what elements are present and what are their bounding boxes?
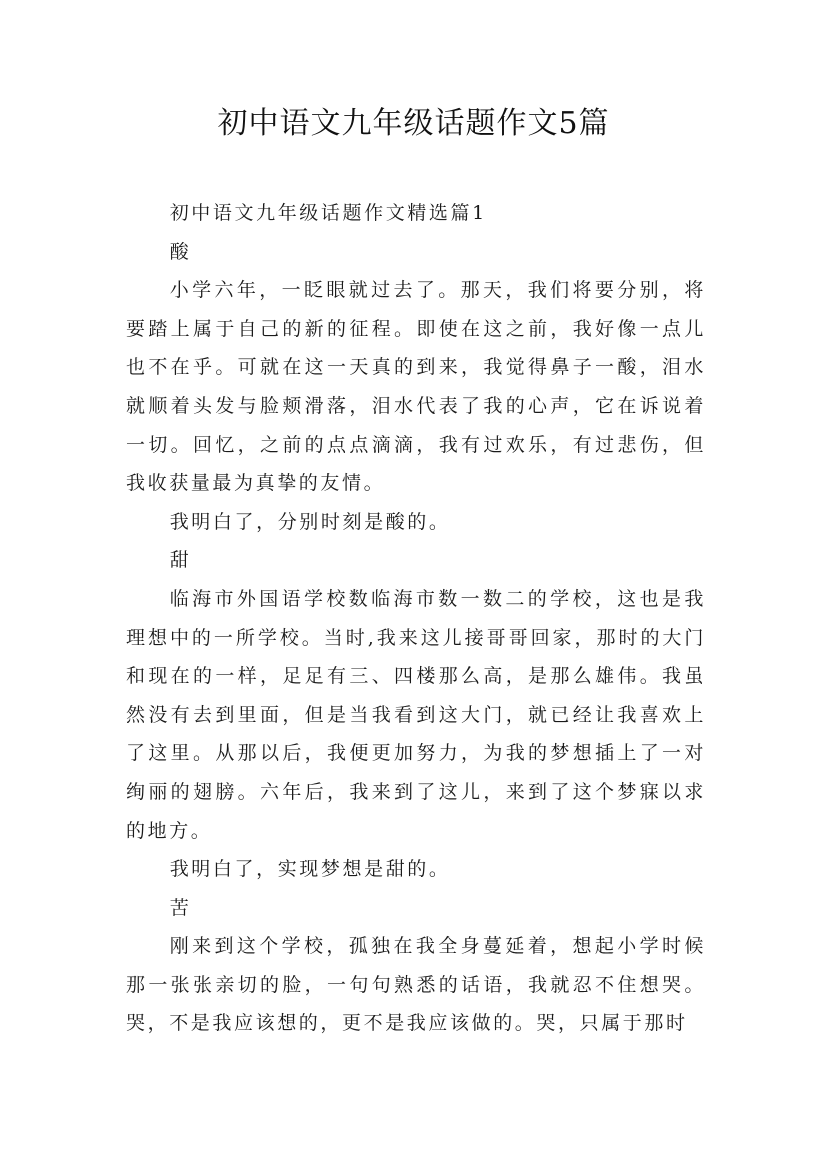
section-heading: 初中语文九年级话题作文精选篇1: [169, 202, 487, 224]
subheading-sour: 酸: [169, 240, 192, 263]
paragraph: 临海市外国语学校数临海市数一数二的学校，这也是我理想中的一所学校。当时,我来这儿接哥哥回家，那时的大门和现在的一样，足足有三、四楼那么高，是那么雄伟。我虽然没有去到里面，但是当我看到这大门，就已经让我喜欢上了这里。从那以后，我便更加努力，为我的梦想插上了一对绚丽的翅膀。六年后，我来到了这儿，来到了这个梦寐以求的地方。: [126, 587, 706, 842]
document-title: 初中语文九年级话题作文5篇: [217, 106, 610, 141]
paragraph: 我明白了，分别时刻是酸的。: [169, 510, 451, 533]
paragraph: 小学六年，一眨眼就过去了。那天，我们将要分别，将要踏上属于自己的新的征程。即使在这之前，我好像一点儿也不在乎。可就在这一天真的到来，我觉得鼻子一酸，泪水就顺着头发与脸颊滑落，泪水代表了我的心声，它在诉说着一切。回忆，之前的点点滴滴，我有过欢乐，有过悲伤，但我收获量最为真挚的友情。: [126, 279, 706, 495]
paragraph: 我明白了，实现梦想是甜的。: [169, 858, 451, 881]
document-body: [126, 194, 706, 1043]
subheading-bitter: 苦: [169, 896, 192, 919]
subheading-sweet: 甜: [169, 549, 192, 572]
paragraph: 刚来到这个学校，孤独在我全身蔓延着，想起小学时候那一张张亲切的脸，一句句熟悉的话语，我就忍不住想哭。哭，不是我应该想的，更不是我应该做的。哭，只属于那时: [126, 935, 706, 1035]
